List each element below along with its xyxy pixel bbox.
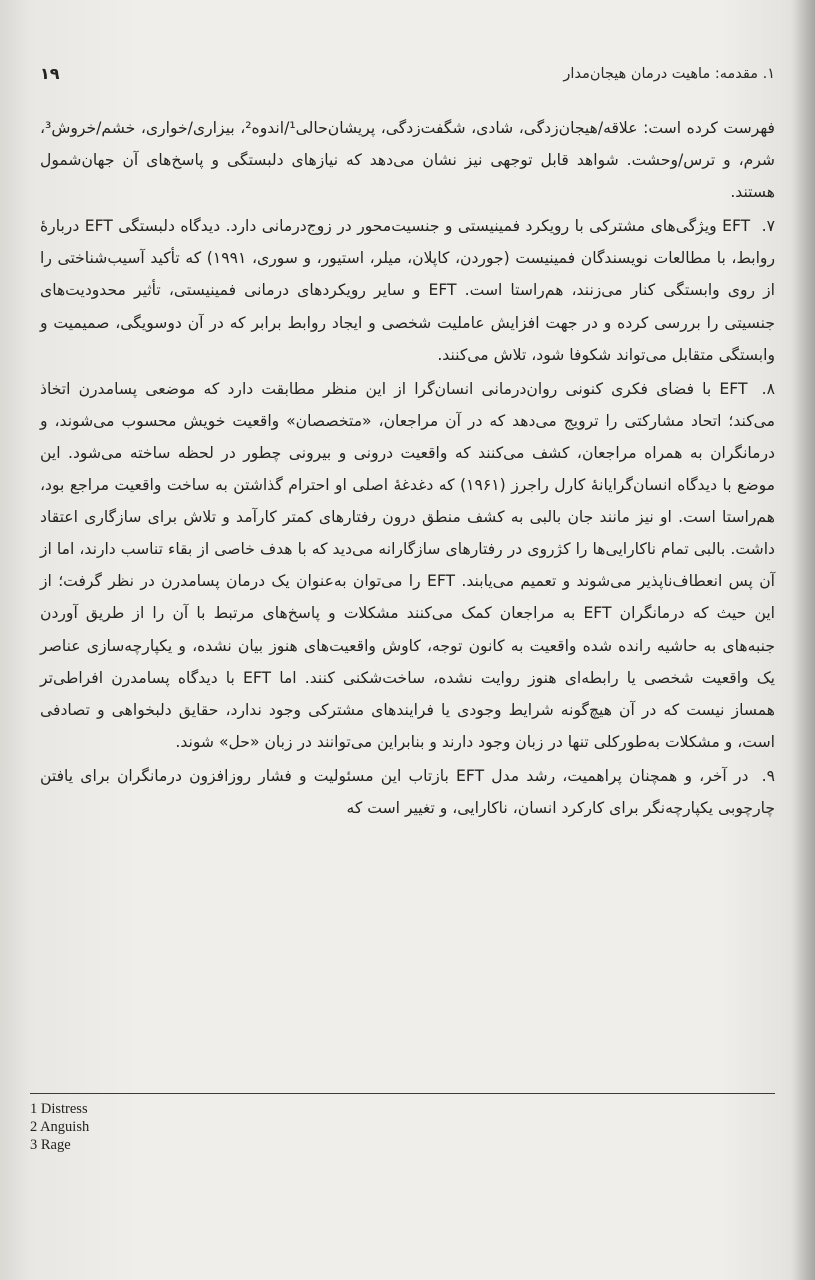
list-item-number: ۸.: [761, 379, 776, 398]
running-header: [40, 62, 775, 92]
footnote: 1 Distress: [30, 1101, 88, 1117]
list-item-9: [40, 760, 775, 824]
chapter-title: ۱. مقدمه: ماهیت درمان هیجان‌مدار: [563, 66, 775, 82]
list-item-8: [40, 373, 775, 758]
page-edge-shadow: [793, 0, 815, 1280]
paragraph-text: در آخر، و همچنان پراهمیت، رشد مدل EFT بازتاب این مسئولیت و فشار روزافزون درمانگران برای یافتن چارچوبی یکپارچه‌نگر برای کارکرد انسان، ناکارایی، و تغییر است که: [40, 766, 775, 817]
list-item-number: ۷.: [761, 217, 775, 236]
body-text: [40, 112, 775, 826]
list-item-number: ۹.: [761, 766, 775, 785]
paragraph-text: فهرست کرده است: علاقه/هیجان‌زدگی، شادی، شگفت‌زدگی، پریشان‌حالی¹/اندوه²، بیزاری/خواری، خشم/خروش³، شرم، و ترس/وحشت. شواهد قابل توجهی نیز نشان می‌دهد که نیازهای دلبستگی و پاسخ‌های آن جهان‌شمول هستند.: [40, 119, 775, 202]
paragraph-text: EFT ویژگی‌های مشترکی با رویکرد فمینیستی و جنسیت‌محور در زوج‌درمانی دارد. دیدگاه دلبستگی EFT دربارهٔ روابط، با مطالعات نویسندگان فمینیست (جوردن، کاپلان، میلر، استیور، و سوری، ۱۹۹۱) که تأکید آسیب‌شناختی را از روی وابستگی کنار می‌زنند، هم‌راستا است. EFT و سایر رویکردهای درمانی فمینیستی، تأثیر محدودیت‌های جنسیتی را بررسی کرده و در جهت افزایش عاملیت شخصی و ایجاد روابط برابر که در آن دوسویگی، صمیمیت و وابستگی متقابل می‌تواند شکوفا شود، تلاش می‌کنند.: [40, 217, 776, 364]
footnote: 3 Rage: [30, 1137, 71, 1153]
footnotes: [30, 1100, 430, 1154]
footnote: 2 Anguish: [30, 1119, 90, 1135]
list-item-7: [40, 210, 775, 370]
footnote-divider: [30, 1093, 775, 1094]
page-number: ۱۹: [40, 64, 60, 83]
paragraph-continuation: [40, 112, 775, 208]
paragraph-text: EFT با فضای فکری کنونی روان‌درمانی انسان‌گرا از این منظر مطابقت دارد که موضعی پسامدرن اتخاذ می‌کند؛ اتحاد مشارکتی را ترویج می‌دهد که در آن مراجعان، «متخصصان» واقعیت خویش محسوب می‌شوند، و درمانگران به همراه مراجعان، کشف می‌کنند که واقعیت درونی و بیرونی چطور در لحظه ساخته می‌شود. این موضع با دیدگاه انسان‌گرایانهٔ کارل راجرز (۱۹۶۱) که دغدغهٔ اصلی او احترام گذاشتن به ساخت واقعیت مراجع بود، هم‌راستا است. او نیز مانند جان بالبی به کشف منطق درون رفتارهای کمتر کارآمد و تلاش برای سازگاری اعتقاد داشت. بالبی تمام ناکارایی‌ها را کژروی در رفتارهای سازگارانه می‌دید که با هدف خاصی از بقاء تناسب دارند، اما از آن پس انعطاف‌ناپذیر می‌شوند و تعمیم می‌یابند. EFT را می‌توان به‌عنوان یک درمان پسامدرن در نظر گرفت؛ از این حیث که درمانگران EFT به مراجعان کمک می‌کنند مشکلات و پاسخ‌های مرتبط با آن را از طریق آوردن جنبه‌های به حاشیه رانده شده واقعیت به کانون توجه، کاوش واقعیت‌های هنوز بیان نشده، و یکپارچه‌سازی عناصر یک واقعیت شخصی یا رابطه‌ای هنوز روایت نشده، ساخت‌شکنی کنند. اما EFT با دیدگاه پسامدرن افراطی‌تر همساز نیست که در آن هیچ‌گونه شرایط وجودی یا فرایندهای مشترکی وجود ندارد، حقایق دلبخواهی و تصادفی است، و مشکلات به‌طورکلی تنها در زبان وجود دارند و بنابراین می‌توانند در زبان «حل» شوند.: [40, 379, 775, 751]
